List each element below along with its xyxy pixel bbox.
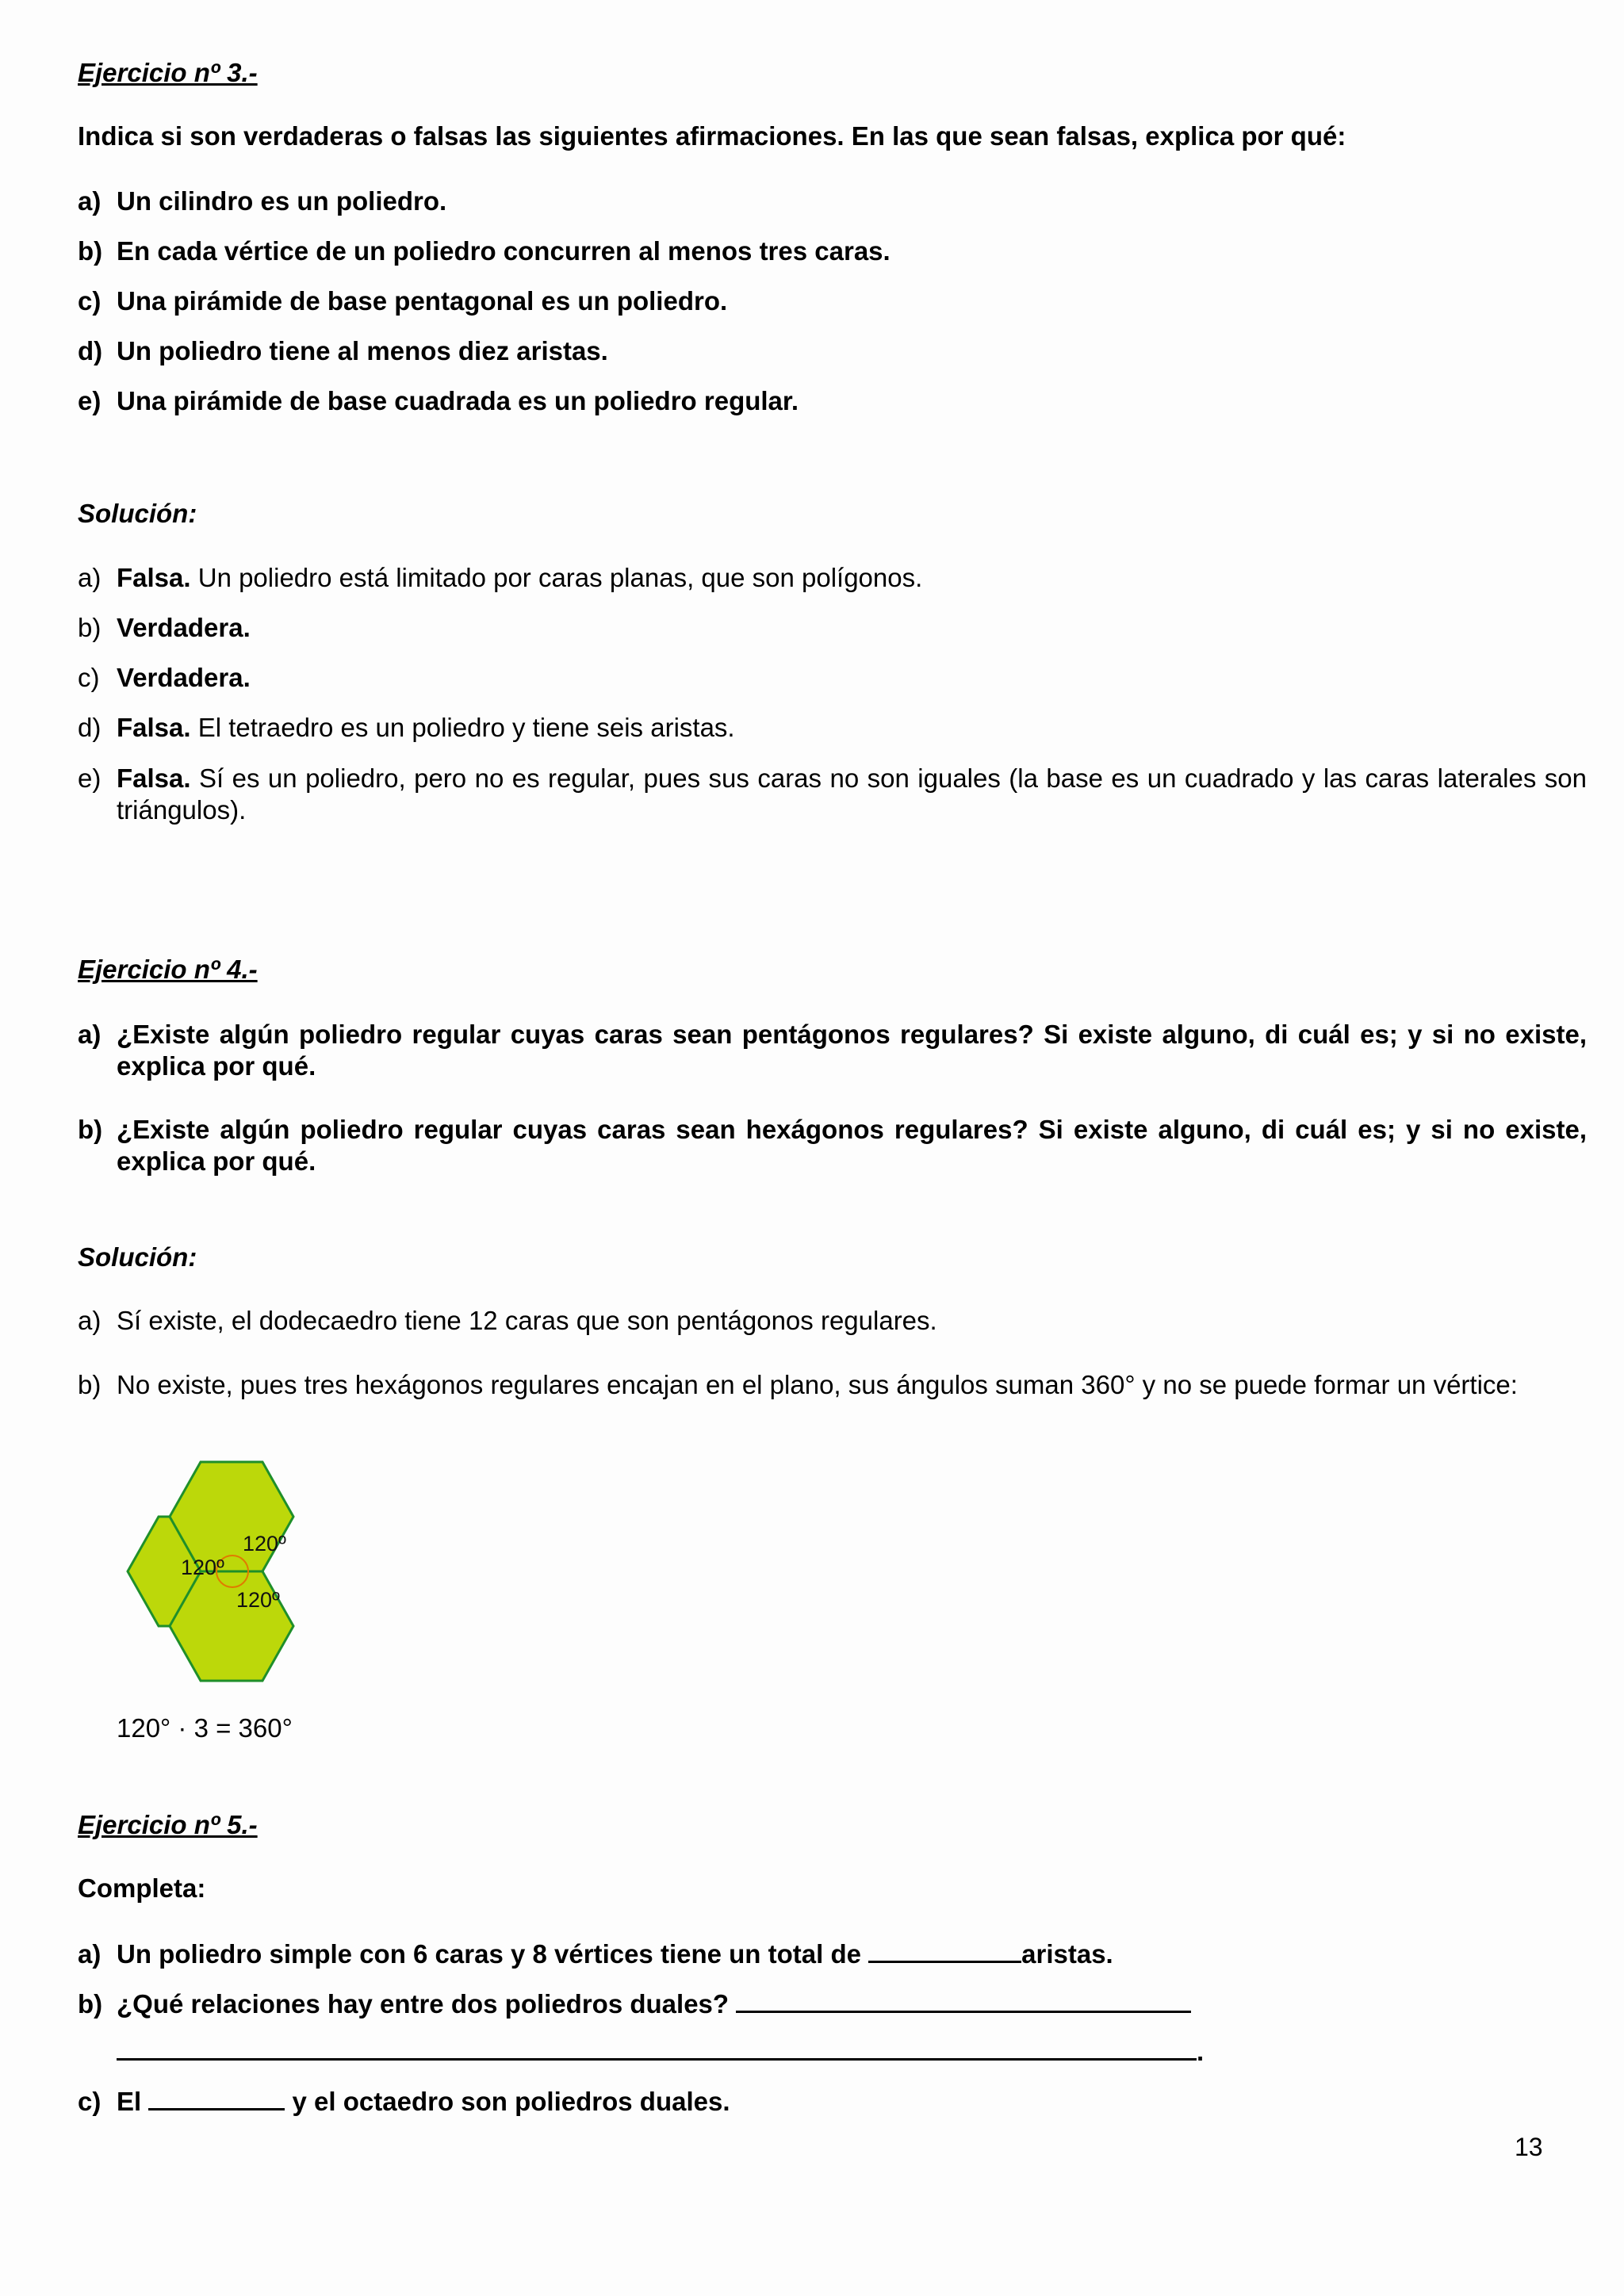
answer-blank[interactable] [868,1937,1021,1963]
exercise-3-solution-title: Solución: [78,499,197,528]
exercise-4-answer-b [78,1369,1587,1401]
item-label: c) [78,2087,102,2116]
hexagon-tiling-figure [117,1456,419,1693]
answer-text: Sí existe, el dodecaedro tiene 12 caras que son pentágonos regulares. [117,1306,937,1335]
exercise-4-title: Ejercicio nº 4.- [78,955,258,984]
answer-verdict: Falsa. [117,563,191,592]
answer-blank[interactable] [117,2034,1197,2061]
item-text-after: aristas. [1021,1939,1113,1969]
question-label: a) [78,186,102,216]
exercise-4-answer-a [78,1305,1587,1337]
exercise-5-item-a [78,1937,1587,1970]
exercise-4-solution-title: Solución: [78,1242,197,1272]
item-label: a) [78,1939,102,1969]
answer-label: a) [78,1306,102,1335]
angle-sum-equation: 120° · 3 = 360° [117,1713,293,1743]
item-text-after: y el octaedro son poliedros duales. [285,2087,730,2116]
angle-label-bottom: 120º [236,1588,280,1612]
answer-blank[interactable] [736,1987,1191,2013]
exercise-5-title: Ejercicio nº 5.- [78,1810,258,1839]
question-text: ¿Existe algún poliedro regular cuyas caras sean hexágonos regulares? Si existe alguno, di cuál es; y si no existe, explica por qué. [117,1115,1587,1176]
answer-text: Sí es un poliedro, pero no es regular, pues sus caras no son iguales (la base es un cuadrado y las caras laterales son triángulos). [117,763,1587,825]
exercise-3-question-b [78,235,1587,267]
question-label: b) [78,1115,103,1144]
answer-label: c) [78,663,100,692]
exercise-3-answer-b [78,612,1587,644]
question-label: c) [78,286,102,316]
answer-text: El tetraedro es un poliedro y tiene seis aristas. [190,713,735,742]
page-number: 13 [1515,2133,1543,2161]
answer-verdict: Falsa. [117,763,191,793]
answer-text: No existe, pues tres hexágonos regulares encajan en el plano, sus ángulos suman 360° y no se puede formar un vértice: [117,1370,1518,1399]
exercise-3-answer-a [78,562,1587,594]
exercise-5-item-b [78,1987,1587,2020]
item-label: b) [78,1989,103,2019]
exercise-4-question-b [78,1114,1587,1177]
exercise-3-title: Ejercicio nº 3.- [78,58,258,87]
angle-label-left: 120º [181,1556,224,1579]
answer-verdict: Verdadera. [117,663,251,692]
exercise-5-prompt: Completa: [78,1873,206,1903]
question-text: Una pirámide de base pentagonal es un poliedro. [117,286,728,316]
answer-label: b) [78,613,102,642]
item-text: ¿Qué relaciones hay entre dos poliedros duales? [117,1989,737,2019]
answer-label: e) [78,763,102,793]
answer-text: Un poliedro está limitado por caras planas, que son polígonos. [190,563,923,592]
exercise-3-question-e [78,385,1587,417]
angle-label-top: 120º [243,1532,286,1556]
exercise-3-answer-e [78,763,1587,826]
exercise-4-question-a [78,1019,1587,1082]
answer-verdict: Falsa. [117,713,191,742]
exercise-5-item-b-continuation [78,2034,1587,2068]
answer-label: d) [78,713,102,742]
question-text: ¿Existe algún poliedro regular cuyas caras sean pentágonos regulares? Si existe alguno, di cuál es; y si no existe, explica por qué. [117,1020,1587,1081]
answer-label: a) [78,563,102,592]
question-text: En cada vértice de un poliedro concurren al menos tres caras. [117,236,891,266]
answer-blank[interactable] [148,2084,285,2110]
exercise-3-answer-d [78,712,1587,744]
answer-verdict: Verdadera. [117,613,251,642]
question-label: e) [78,386,102,415]
question-text: Una pirámide de base cuadrada es un poliedro regular. [117,386,799,415]
exercise-3-question-c [78,285,1587,317]
exercise-3-prompt: Indica si son verdaderas o falsas las siguientes afirmaciones. En las que sean falsas, explica por qué: [78,121,1346,151]
question-text: Un cilindro es un poliedro. [117,186,447,216]
item-end: . [1197,2037,1205,2066]
exercise-3-question-a [78,186,1587,217]
exercise-5-item-c [78,2084,1587,2118]
question-label: a) [78,1020,102,1049]
exercise-3-question-d [78,335,1587,367]
question-label: b) [78,236,103,266]
question-label: d) [78,336,103,365]
item-text-before: El [117,2087,149,2116]
exercise-3-answer-c [78,662,1587,694]
item-text-before: Un poliedro simple con 6 caras y 8 vértices tiene un total de [117,1939,869,1969]
question-text: Un poliedro tiene al menos diez aristas. [117,336,608,365]
answer-label: b) [78,1370,102,1399]
